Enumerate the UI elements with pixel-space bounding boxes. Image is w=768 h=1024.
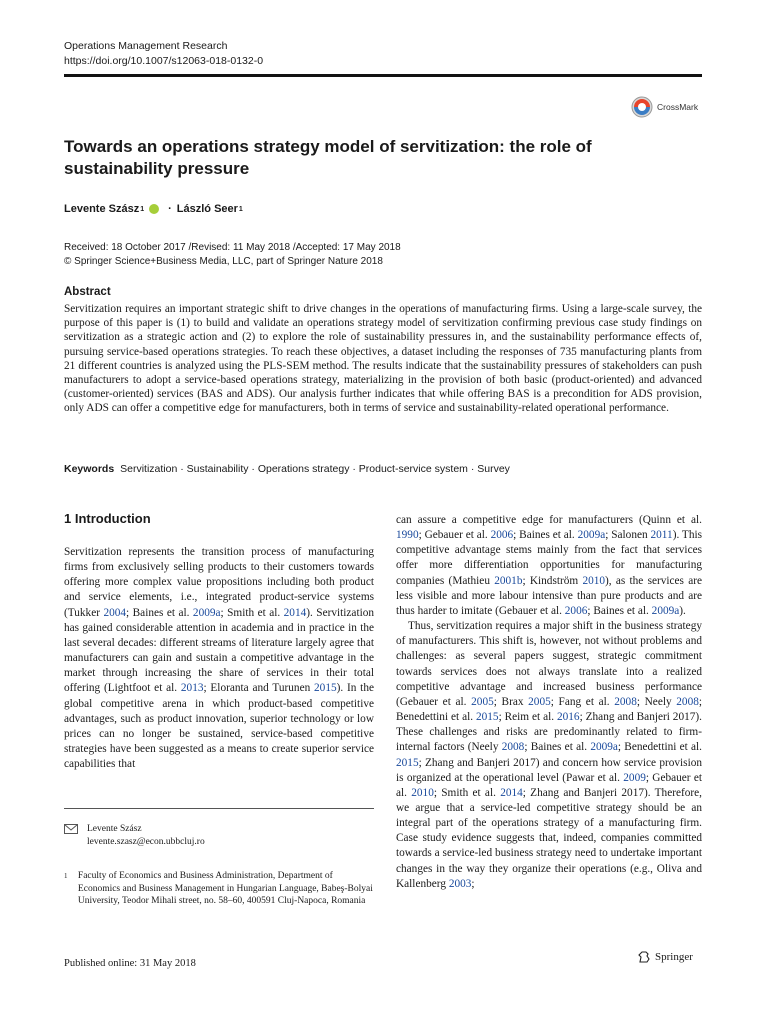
body-text: ; Smith et al.: [433, 786, 501, 799]
citation-link[interactable]: 2006: [564, 604, 588, 617]
keywords-text: Servitization · Sustainability · Operations strategy · Product-service system · Survey: [120, 463, 510, 475]
citation-link[interactable]: 2008: [676, 695, 699, 708]
contact-name: Levente Szász: [87, 824, 142, 834]
publisher-logo: [637, 950, 693, 964]
citation-link[interactable]: 2015: [475, 711, 499, 724]
citation-link[interactable]: 2010: [582, 574, 606, 587]
doi-link[interactable]: https://doi.org/10.1007/s12063-018-0132-0: [64, 55, 264, 67]
citation-link[interactable]: 2009a: [192, 606, 221, 619]
body-column-left: [64, 545, 374, 772]
body-text: ; Kindström: [522, 574, 583, 587]
author-name[interactable]: László Seer: [176, 203, 238, 215]
footnote-rule: [64, 808, 374, 809]
body-paragraph: [396, 513, 702, 619]
body-text: ; Baines et al.: [513, 529, 578, 542]
citation-link[interactable]: 2016: [556, 711, 580, 724]
received-dates: Received: 18 October 2017 /Revised: 11 May 2018 /Accepted: 17 May 2018: [64, 242, 401, 253]
citation-link[interactable]: 2010: [411, 786, 434, 799]
body-text: ), as the services are less visible and more labour intensive than pure products and are thus harder to imitate (Gebauer et al.: [396, 574, 702, 617]
body-text: ; Baines et al.: [524, 741, 591, 754]
author-affil-mark: 1: [140, 205, 145, 213]
crossmark-label: CrossMark: [657, 102, 699, 112]
citation-link[interactable]: 2009: [623, 771, 646, 784]
crossmark-icon: [631, 96, 653, 118]
citation-link[interactable]: 2009a: [651, 604, 680, 617]
body-text: ; Gebauer et al.: [396, 771, 702, 799]
publisher-name: Springer: [655, 951, 693, 963]
citation-link[interactable]: 2004: [103, 606, 127, 619]
journal-name: Operations Management Research: [64, 40, 228, 52]
springer-horse-icon: [637, 950, 651, 964]
body-text: ; Gebauer et al.: [418, 529, 491, 542]
header-rule: [64, 74, 702, 77]
article-title: Towards an operations strategy model of servitization: the role of sustainability pressure: [64, 137, 592, 178]
orcid-icon[interactable]: [149, 204, 159, 214]
body-text: ; Brax: [493, 695, 529, 708]
citation-link[interactable]: 1990: [396, 529, 419, 542]
citation-link[interactable]: 2009a: [577, 529, 606, 542]
citation-link[interactable]: 2005: [471, 695, 494, 708]
citation-link[interactable]: 2011: [650, 529, 673, 542]
body-text: ).: [679, 604, 686, 617]
citation-link[interactable]: 2005: [528, 695, 551, 708]
section-heading: 1 Introduction: [64, 511, 151, 526]
body-text: ; Zhang and Banjeri 2017). Therefore, we argue that a service-led competitive strategy should be an integral part of the operations strategy of a manufacturing firm. Case study evidence suggests that, indeed, companies committed towards a service-led business strategy need to undertake important changes in the way they organize their operations (e.g., Oliva and Kallenberg: [396, 786, 702, 890]
published-date: Published online: 31 May 2018: [64, 958, 196, 969]
body-text: ; Baines et al.: [587, 604, 652, 617]
crossmark-badge[interactable]: [631, 96, 698, 118]
correspondence-note: [64, 823, 205, 849]
body-paragraph: [64, 545, 374, 772]
body-text: ). In the global competitive arena in which product-based competitive advantages, such as product innovation, superior technology or low prices can no longer be sustained, service-based competitive strategies have been suggested as a means to create superior service capabilities that: [64, 682, 374, 771]
keywords-label: Keywords: [64, 463, 115, 475]
body-text: can assure a competitive edge for manufacturers (Quinn et al.: [396, 514, 702, 526]
body-text: Servitization represents the transition process of manufacturing firms from exclusively selling products to their customers towards offering more complex value propositions including both product and service elements, i.e., integrated product-service systems (Tukker: [64, 546, 374, 619]
copyright-line: © Springer Science+Business Media, LLC, part of Springer Nature 2018: [64, 256, 383, 267]
body-text: ; Smith et al.: [220, 606, 284, 619]
citation-link[interactable]: 2001b: [494, 574, 523, 587]
citation-link[interactable]: 2013: [180, 682, 204, 695]
affiliation-number: 1: [64, 872, 68, 880]
author-name[interactable]: Levente Szász: [64, 203, 140, 215]
body-column-right: [396, 513, 702, 892]
body-text: ; Benedettini et al.: [396, 695, 703, 724]
body-text: Thus, servitization requires a major shift in the business strategy of manufacturers. This shift is, however, not without problems and challenges: as several papers suggest, strategic commitment towards services does not always translate into a realized competitive advantage and increased business performance (Gebauer et al.: [396, 620, 702, 708]
author-affil-mark: 1: [238, 205, 243, 213]
citation-link[interactable]: 2009a: [590, 741, 618, 754]
body-text: ; Baines et al.: [126, 606, 193, 619]
body-text: ; Zhang and Banjeri 2017). These challenges and risks are predominantly related to firm-internal factors (Neely: [396, 711, 702, 754]
citation-link[interactable]: 2008: [501, 741, 525, 754]
author-list: [64, 203, 243, 215]
envelope-icon: [64, 823, 78, 834]
body-text: ; Eloranta and Turunen: [203, 682, 315, 695]
body-paragraph: [396, 619, 702, 892]
body-text: ;: [471, 877, 475, 890]
keywords-line: [64, 463, 702, 475]
author-separator: ·: [168, 203, 172, 215]
contact-email[interactable]: levente.szasz@econ.ubbcluj.ro: [87, 837, 205, 847]
body-text: ; Zhang and Banjeri 2017) and concern how service provision is organized at the operational level (Pawar et al.: [396, 756, 702, 784]
citation-link[interactable]: 2014: [283, 606, 307, 619]
body-text: ; Salonen: [605, 529, 651, 542]
affiliation-text: Faculty of Economics and Business Administration, Department of Economics and Business Management in Hungarian Language, Babeş-Bolyai University, Teodor Mihali street, no. 58–60, 400591 Cluj-Napoca, Romania: [77, 871, 373, 906]
citation-link[interactable]: 2015: [396, 756, 419, 769]
body-text: ). This competitive advantage stems mainly from the fact that services offer more differentiation opportunities for manufacturing companies (Mathieu: [396, 529, 703, 587]
body-text: ; Neely: [636, 695, 677, 708]
affiliation-note: [64, 870, 374, 908]
body-text: ). Servitization has gained considerable attention in academia and in practice in the last several decades: different streams of literature largely agree that manufacturers can gain and sustain a competitive advantage in the market through increasing the share of services in their total offering (Lightfoot et al.: [64, 606, 375, 695]
body-text: ; Benedettini et al.: [617, 741, 703, 754]
abstract-text: Servitization requires an important strategic shift to drive changes in the operations of manufacturing firms. Using a large-scale survey, the purpose of this paper is (1) to build and validate an operations strategy model of servitization confirming previous case study findings on servitization as a strategic action and (2) to explore the role of sustainability pressures in, and the sustainability performance effects of, pursuing service-based operations strategies. To reach these objectives, a dataset including the responses of 735 manufacturing plants from 21 different countries is analyzed using the PLS-SEM method. The results indicate that the sustainability pressures of stakeholders can push manufacturers to adopt a service-based operations strategy, materializing in the provision of both basic (product-oriented) and advanced (customer-oriented) services (BAS and ADS). Our analysis further indicates that while offering BAS is a precondition for ADS provision, only ADS can offer a competitive edge for manufacturers, both in terms of service and sustainability-related operational performance.: [64, 303, 702, 415]
body-text: ; Reim et al.: [498, 711, 557, 724]
citation-link[interactable]: 2008: [614, 695, 637, 708]
abstract-heading: Abstract: [64, 286, 111, 298]
citation-link[interactable]: 2006: [490, 529, 514, 542]
body-text: ; Fang et al.: [550, 695, 615, 708]
citation-link[interactable]: 2015: [314, 682, 337, 695]
citation-link[interactable]: 2003: [448, 877, 472, 890]
citation-link[interactable]: 2014: [500, 786, 523, 799]
